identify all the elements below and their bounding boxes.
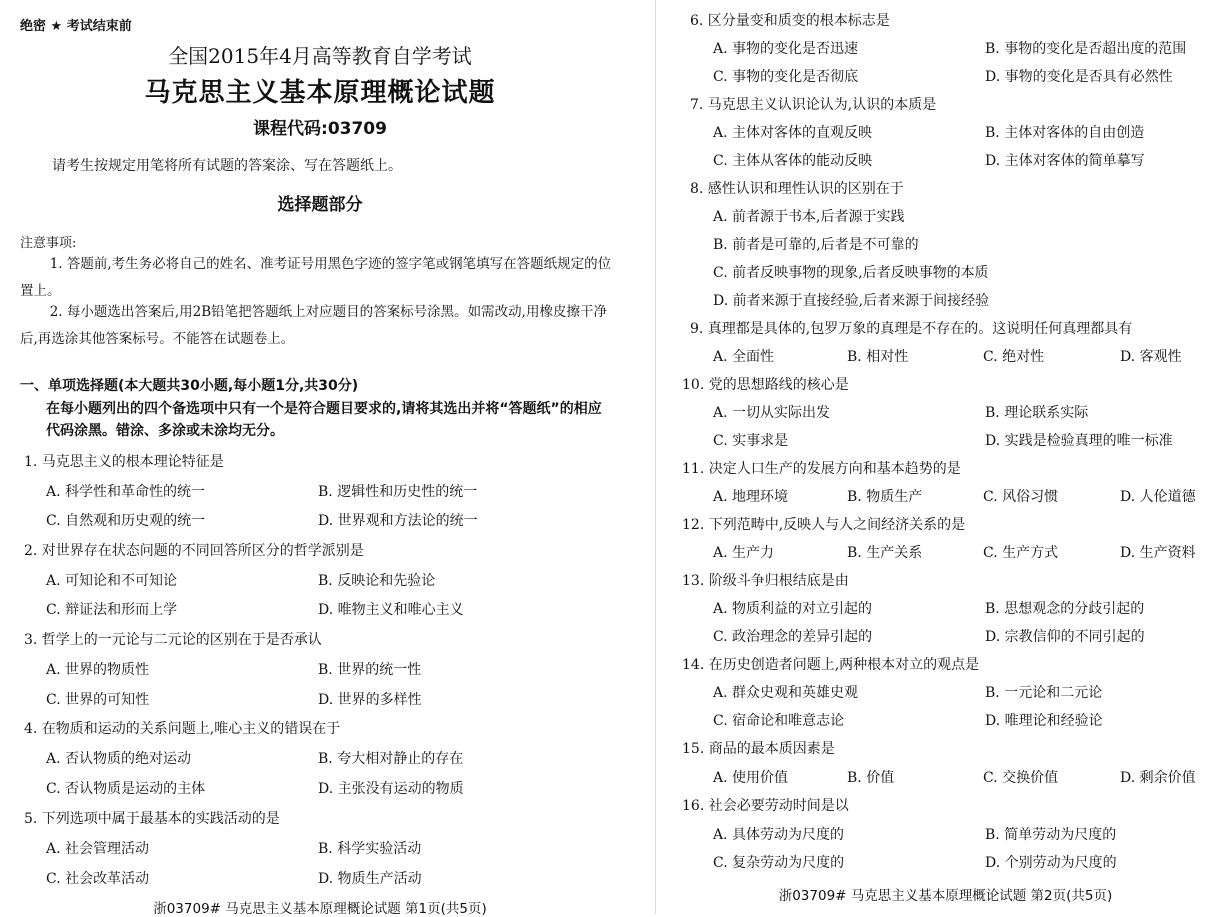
confidential-label: 绝密 ★ 考试结束前 — [20, 19, 132, 34]
question-16-option-c: C. 复杂劳动为尺度的 — [713, 855, 845, 871]
question-10: 10. 党的思想路线的核心是 — [682, 377, 849, 393]
question-16-option-b: B. 简单劳动为尺度的 — [985, 827, 1117, 843]
question-5-option-c: C. 社会改革活动 — [46, 871, 150, 887]
course-code: 课程代码:03709 — [253, 119, 387, 139]
question-3: 3. 哲学上的一元论与二元论的区别在于是否承认 — [24, 632, 322, 648]
question-1-option-c: C. 自然观和历史观的统一 — [46, 513, 206, 529]
question-3-option-b: B. 世界的统一性 — [318, 662, 422, 678]
question-11-option-a: A. 地理环境 — [713, 489, 789, 505]
question-16-option-a: A. 具体劳动为尺度的 — [713, 827, 845, 843]
question-4-option-d: D. 主张没有运动的物质 — [318, 781, 464, 797]
question-1-option-d: D. 世界观和方法论的统一 — [318, 513, 478, 529]
question-14-option-d: D. 唯理论和经验论 — [985, 713, 1103, 729]
question-10-option-d: D. 实践是检验真理的唯一标准 — [985, 433, 1173, 449]
question-8: 8. 感性认识和理性认识的区别在于 — [690, 181, 904, 197]
question-9-option-c: C. 绝对性 — [983, 349, 1045, 365]
question-6: 6. 区分量变和质变的根本标志是 — [690, 13, 890, 29]
part-heading: 一、单项选择题(本大题共30小题,每小题1分,共30分) — [20, 378, 359, 394]
question-7-option-d: D. 主体对客体的简单摹写 — [985, 153, 1145, 169]
question-10-option-c: C. 实事求是 — [713, 433, 789, 449]
question-4-option-b: B. 夸大相对静止的存在 — [318, 751, 464, 767]
question-6-option-c: C. 事物的变化是否彻底 — [713, 69, 859, 85]
part-description: 在每小题列出的四个备选项中只有一个是符合题目要求的,请将其选出并将“答题纸”的相应代码涂黑。错涂、多涂或未涂均无分。 — [46, 401, 602, 439]
notice-heading: 注意事项: — [20, 236, 77, 251]
page-divider — [655, 0, 656, 914]
question-2-option-c: C. 辩证法和形而上学 — [46, 602, 178, 618]
question-7-option-a: A. 主体对客体的直观反映 — [713, 125, 873, 141]
question-11-option-c: C. 风俗习惯 — [983, 489, 1059, 505]
question-16: 16. 社会必要劳动时间是以 — [682, 798, 849, 814]
question-12: 12. 下列范畴中,反映人与人之间经济关系的是 — [682, 517, 966, 533]
question-2: 2. 对世界存在状态问题的不同回答所区分的哲学派别是 — [24, 543, 364, 559]
question-9-option-a: A. 全面性 — [713, 349, 775, 365]
question-5-option-a: A. 社会管理活动 — [46, 841, 150, 857]
question-2-option-d: D. 唯物主义和唯心主义 — [318, 602, 464, 618]
section-title: 选择题部分 — [277, 195, 363, 215]
question-10-option-a: A. 一切从实际出发 — [713, 405, 831, 421]
question-12-option-d: D. 生产资料 — [1120, 545, 1196, 561]
question-3-option-a: A. 世界的物质性 — [46, 662, 150, 678]
question-12-option-c: C. 生产方式 — [983, 545, 1059, 561]
question-15: 15. 商品的最本质因素是 — [682, 741, 835, 757]
question-13: 13. 阶级斗争归根结底是由 — [682, 573, 849, 589]
question-3-option-d: D. 世界的多样性 — [318, 692, 422, 708]
question-15-option-d: D. 剩余价值 — [1120, 770, 1196, 786]
question-8-option-c: C. 前者反映事物的现象,后者反映事物的本质 — [713, 265, 989, 281]
question-1-option-a: A. 科学性和革命性的统一 — [46, 484, 206, 500]
question-9-option-d: D. 客观性 — [1120, 349, 1182, 365]
question-15-option-a: A. 使用价值 — [713, 770, 789, 786]
question-6-option-a: A. 事物的变化是否迅速 — [713, 41, 859, 57]
question-13-option-c: C. 政治理念的差异引起的 — [713, 629, 873, 645]
question-15-option-b: B. 价值 — [847, 770, 895, 786]
question-2-option-b: B. 反映论和先验论 — [318, 573, 436, 589]
exam-title: 全国2015年4月高等教育自学考试 — [168, 44, 472, 68]
question-13-option-b: B. 思想观念的分歧引起的 — [985, 601, 1145, 617]
question-14-option-b: B. 一元论和二元论 — [985, 685, 1103, 701]
question-13-option-a: A. 物质利益的对立引起的 — [713, 601, 873, 617]
question-5-option-d: D. 物质生产活动 — [318, 871, 422, 887]
question-7-option-b: B. 主体对客体的自由创造 — [985, 125, 1145, 141]
answer-instruction: 请考生按规定用笔将所有试题的答案涂、写在答题纸上。 — [52, 158, 402, 174]
question-7-option-c: C. 主体从客体的能动反映 — [713, 153, 873, 169]
question-1: 1. 马克思主义的根本理论特征是 — [24, 454, 224, 470]
question-9-option-b: B. 相对性 — [847, 349, 909, 365]
question-13-option-d: D. 宗教信仰的不同引起的 — [985, 629, 1145, 645]
question-1-option-b: B. 逻辑性和历史性的统一 — [318, 484, 478, 500]
question-12-option-a: A. 生产力 — [713, 545, 775, 561]
question-11-option-b: B. 物质生产 — [847, 489, 923, 505]
question-6-option-d: D. 事物的变化是否具有必然性 — [985, 69, 1173, 85]
exam-page-2 — [660, 0, 1231, 914]
question-5: 5. 下列选项中属于最基本的实践活动的是 — [24, 811, 280, 827]
question-8-option-d: D. 前者来源于直接经验,后者来源于间接经验 — [713, 293, 990, 309]
question-5-option-b: B. 科学实验活动 — [318, 841, 422, 857]
paper-title: 马克思主义基本原理概论试题 — [144, 78, 496, 108]
question-12-option-b: B. 生产关系 — [847, 545, 923, 561]
question-15-option-c: C. 交换价值 — [983, 770, 1059, 786]
question-4-option-a: A. 否认物质的绝对运动 — [46, 751, 192, 767]
question-10-option-b: B. 理论联系实际 — [985, 405, 1089, 421]
question-8-option-b: B. 前者是可靠的,后者是不可靠的 — [713, 237, 919, 253]
notice-item-2: 2. 每小题选出答案后,用2B铅笔把答题纸上对应题目的答案标号涂黑。如需改动,用橡皮擦干净后,再选涂其他答案标号。不能答在试题卷上。 — [20, 304, 607, 347]
question-11-option-d: D. 人伦道德 — [1120, 489, 1196, 505]
question-8-option-a: A. 前者源于书本,后者源于实践 — [713, 209, 905, 225]
question-7: 7. 马克思主义认识论认为,认识的本质是 — [690, 97, 937, 113]
question-2-option-a: A. 可知论和不可知论 — [46, 573, 178, 589]
question-16-option-d: D. 个别劳动为尺度的 — [985, 855, 1117, 871]
page-footer: 浙03709# 马克思主义基本原理概论试题 第2页(共5页) — [778, 888, 1113, 904]
question-11: 11. 决定人口生产的发展方向和基本趋势的是 — [682, 461, 961, 477]
notice-item-1: 1. 答题前,考生务必将自己的姓名、准考证号用黑色字迹的签字笔或钢笔填写在答题纸规定的位置上。 — [20, 256, 612, 299]
question-4: 4. 在物质和运动的关系问题上,唯心主义的错误在于 — [24, 721, 341, 737]
question-6-option-b: B. 事物的变化是否超出度的范围 — [985, 41, 1187, 57]
question-14-option-a: A. 群众史观和英雄史观 — [713, 685, 859, 701]
question-4-option-c: C. 否认物质是运动的主体 — [46, 781, 206, 797]
question-14: 14. 在历史创造者问题上,两种根本对立的观点是 — [682, 657, 980, 673]
page-footer: 浙03709# 马克思主义基本原理概论试题 第1页(共5页) — [153, 901, 487, 917]
question-3-option-c: C. 世界的可知性 — [46, 692, 150, 708]
question-9: 9. 真理都是具体的,包罗万象的真理是不存在的。这说明任何真理都具有 — [690, 321, 1133, 337]
question-14-option-c: C. 宿命论和唯意志论 — [713, 713, 845, 729]
